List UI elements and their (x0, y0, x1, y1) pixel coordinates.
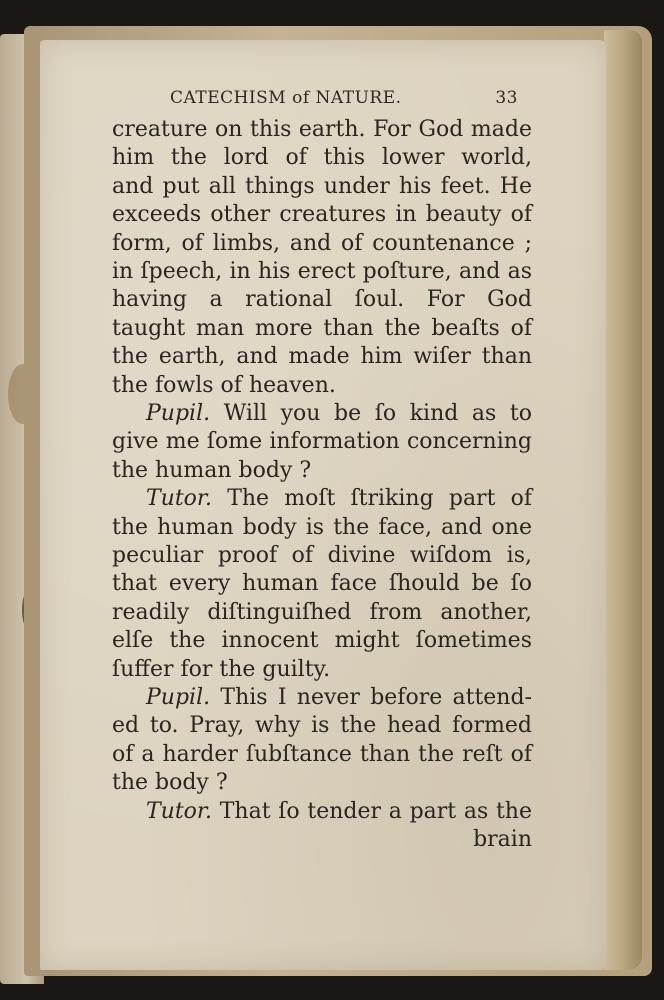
text-line (112, 712, 532, 740)
line-text: That ſo tender a part as the (212, 798, 532, 824)
speaker-label: Pupil. (146, 685, 211, 710)
text-line (112, 258, 532, 286)
text-line (112, 514, 532, 542)
text-line (112, 542, 532, 570)
text-line (112, 627, 532, 655)
line-text: brain (473, 827, 532, 852)
line-text: the body ? (112, 770, 228, 796)
text-line (146, 400, 532, 428)
speaker-label: Tutor. (146, 486, 213, 512)
line-text: ed to. Pray, why is the head formed (112, 713, 532, 739)
line-text: that every human face ſhould be ſo (112, 571, 532, 597)
line-text: in ſpeech, in his erect poſture, and as (112, 259, 532, 284)
line-text: ſuffer for the guilty. (112, 656, 331, 682)
text-line (112, 201, 532, 229)
text-line (112, 428, 532, 456)
line-text: elſe the innocent might ſometimes (112, 628, 532, 654)
fore-edge (604, 30, 642, 970)
line-text: and put all things under his feet. He (112, 173, 532, 199)
running-head (170, 88, 520, 112)
speaker-label: Pupil. (146, 401, 211, 426)
line-text: Will you be ſo kind as to (210, 401, 532, 426)
text-line (112, 826, 532, 854)
line-text: of a harder ſubſtance than the reſt of (112, 741, 532, 767)
text-line (112, 570, 532, 598)
text-line (112, 116, 532, 144)
line-text: the human body is the face, and one (112, 514, 532, 540)
text-line (112, 230, 532, 258)
line-text: the fowls of heaven. (112, 372, 336, 398)
line-text: creature on this earth. For God made (112, 117, 532, 142)
line-text: taught man more than the beaſts of (112, 315, 532, 341)
text-line (112, 372, 532, 400)
text-line (112, 769, 532, 797)
line-text: This I never before attend- (210, 685, 532, 710)
text-line (112, 315, 532, 343)
line-text: having a rational ſoul. For God (112, 287, 532, 313)
running-title: CATECHISM of NATURE. (170, 88, 402, 108)
line-text: him the lord of this lower world, (112, 145, 532, 171)
text-line (112, 286, 532, 314)
text-line (146, 798, 532, 826)
text-line (112, 656, 532, 684)
speaker-label: Tutor. (146, 798, 213, 824)
line-text: readily diſtinguiſhed from another, (112, 599, 532, 625)
text-line (112, 144, 532, 172)
line-text: exceeds other creatures in beauty of (112, 202, 532, 228)
text-line (112, 173, 532, 201)
line-text: the earth, and made him wiſer than (112, 344, 532, 370)
line-text: The moſt ſtriking part of (212, 486, 532, 512)
text-line (112, 599, 532, 627)
text-line (112, 343, 532, 371)
line-text: the human body ? (112, 457, 312, 483)
text-line (112, 457, 532, 485)
line-text: form, of limbs, and of countenance ; (112, 230, 532, 256)
line-text: peculiar proof of divine wiſdom is, (112, 543, 532, 568)
page-number: 33 (495, 88, 518, 108)
line-text: give me ſome information concerning (112, 429, 532, 455)
text-line (112, 741, 532, 769)
text-line (146, 485, 532, 513)
text-line (146, 684, 532, 712)
